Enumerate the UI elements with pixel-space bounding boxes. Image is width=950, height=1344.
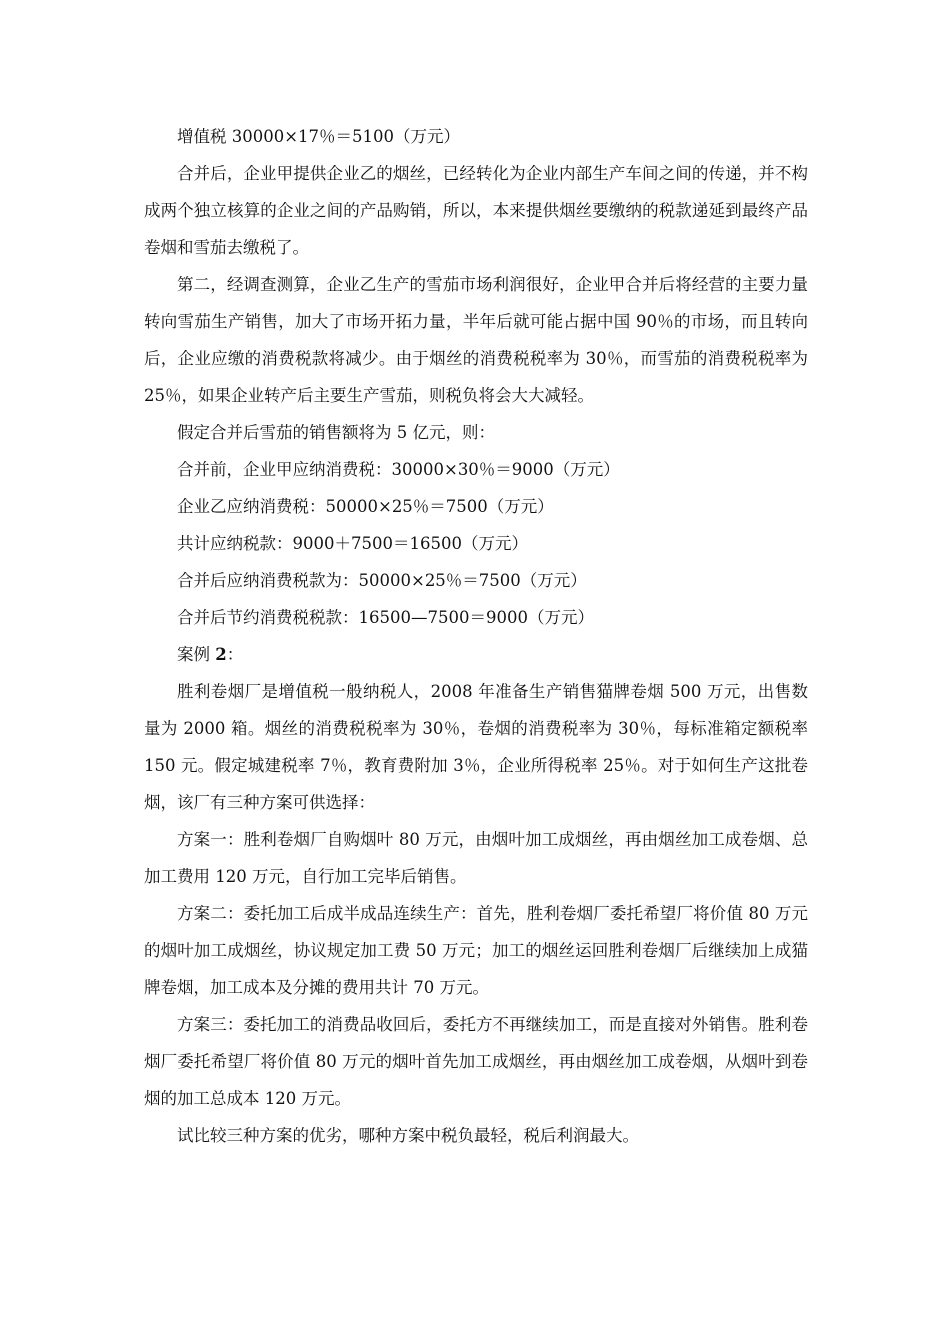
- paragraph-second-point: 第二，经调查测算，企业乙生产的雪茄市场利润很好，企业甲合并后将经营的主要力量转向雪茄生产销售，加大了市场开拓力量，半年后就可能占据中国 90％的市场，而且转向后，企业应缴的消费税款将减少。由于烟丝的消费税税率为 30％，而雪茄的消费税税率为25％，如果企业转产后主要生产雪茄，则税负将会大大减轻。: [144, 275, 808, 405]
- paragraph-plan-three: 方案三：委托加工的消费品收回后，委托方不再继续加工，而是直接对外销售。胜利卷烟厂委托希望厂将价值 80 万元的烟叶首先加工成烟丝，再由烟丝加工成卷烟，从烟叶到卷烟的加工总成本 120 万元。: [144, 1015, 808, 1108]
- paragraph-question: 试比较三种方案的优劣，哪种方案中税负最轻，税后利润最大。: [177, 1126, 639, 1145]
- case-heading: [144, 636, 808, 673]
- paragraph-after-merger-tax: 合并后应纳消费税款为：50000×25％＝7500（万元）: [177, 571, 587, 590]
- paragraph-total-tax: 共计应纳税款：9000＋7500＝16500（万元）: [177, 534, 528, 553]
- paragraph-case-intro: 胜利卷烟厂是增值税一般纳税人，2008 年准备生产销售猫牌卷烟 500 万元，出售数量为 2000 箱。烟丝的消费税税率为 30％，卷烟的消费税率为 30％，每标准箱定额税率 150 元。假定城建税率 7％，教育费附加 3％，企业所得税率 25％。对于如何生产这批卷烟，该厂有三种方案可供选择：: [144, 682, 808, 812]
- case-colon: ：: [226, 645, 244, 664]
- paragraph-tax-savings: 合并后节约消费税税款：16500—7500＝9000（万元）: [177, 608, 594, 627]
- paragraph-after-merger: 合并后，企业甲提供企业乙的烟丝，已经转化为企业内部生产车间之间的传递，并不构成两个独立核算的企业之间的产品购销，所以，本来提供烟丝要缴纳的税款递延到最终产品卷烟和雪茄去缴税了。: [144, 164, 808, 257]
- paragraph-assumption: 假定合并后雪茄的销售额将为 5 亿元，则：: [177, 423, 495, 442]
- case-label: 案例: [177, 645, 216, 664]
- paragraph-before-merger-tax: 合并前，企业甲应纳消费税：30000×30％＝9000（万元）: [177, 460, 620, 479]
- paragraph-vat-calculation: 增值税 30000×17％＝5100（万元）: [177, 127, 461, 146]
- paragraph-plan-one: 方案一：胜利卷烟厂自购烟叶 80 万元，由烟叶加工成烟丝，再由烟丝加工成卷烟、总加工费用 120 万元，自行加工完毕后销售。: [144, 830, 808, 886]
- case-number: 2: [215, 645, 227, 664]
- document-body: [144, 118, 808, 1154]
- paragraph-plan-two: 方案二：委托加工后成半成品连续生产：首先，胜利卷烟厂委托希望厂将价值 80 万元的烟叶加工成烟丝，协议规定加工费 50 万元；加工的烟丝运回胜利卷烟厂后继续加上成猫牌卷烟，加工成本及分摊的费用共计 70 万元。: [144, 904, 808, 997]
- paragraph-enterprise-b-tax: 企业乙应纳消费税：50000×25％＝7500（万元）: [177, 497, 554, 516]
